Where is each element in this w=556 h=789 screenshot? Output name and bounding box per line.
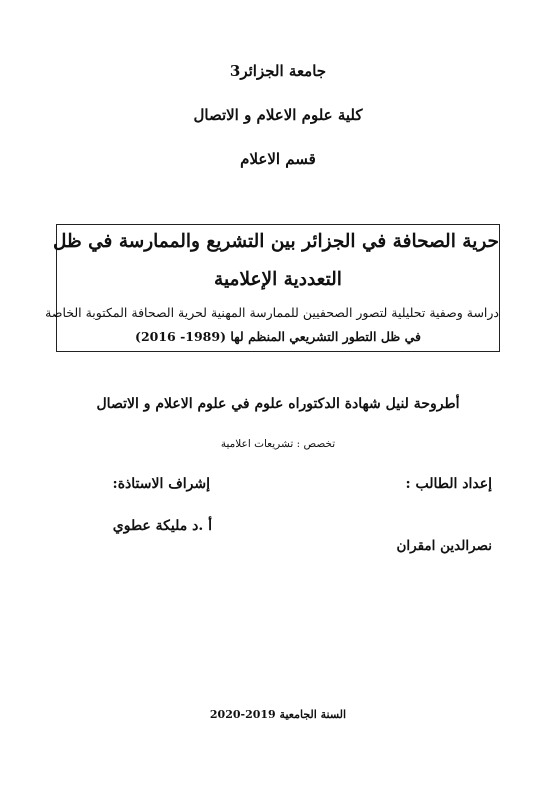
thesis-subtitle-line-2: في ظل التطور التشريعي المنظم لها (1989- 2016) xyxy=(135,329,421,344)
thesis-title-line-2: التعددية الإعلامية xyxy=(214,269,342,290)
faculty-name: كلية علوم الاعلام و الاتصال xyxy=(193,106,363,124)
department-name: قسم الاعلام xyxy=(240,150,316,168)
university-name: جامعة الجزائر3 xyxy=(229,62,327,80)
specialty: تخصص : تشريعات اعلامية xyxy=(220,438,336,450)
title-box xyxy=(45,224,500,352)
supervisor-name: أ .د مليكة عطوي xyxy=(112,518,212,534)
supervised-by-label: إشراف الاستاذة: xyxy=(112,476,210,492)
academic-year: السنة الجامعية 2019-2020 xyxy=(209,708,347,721)
thesis-title-line-1: حرية الصحافة في الجزائر بين التشريع والممارسة في ظل xyxy=(52,231,499,252)
student-name: نصرالدين امقران xyxy=(396,538,492,554)
prepared-by-label: إعداد الطالب : xyxy=(405,476,492,492)
thesis-subtitle-line-1: دراسة وصفية تحليلية لتصور الصحفيين للممارسة المهنية لحرية الصحافة المكتوبة الخاصة xyxy=(45,305,499,320)
thesis-statement: أطروحة لنيل شهادة الدكتوراه علوم في علوم الاعلام و الاتصال xyxy=(96,396,460,412)
